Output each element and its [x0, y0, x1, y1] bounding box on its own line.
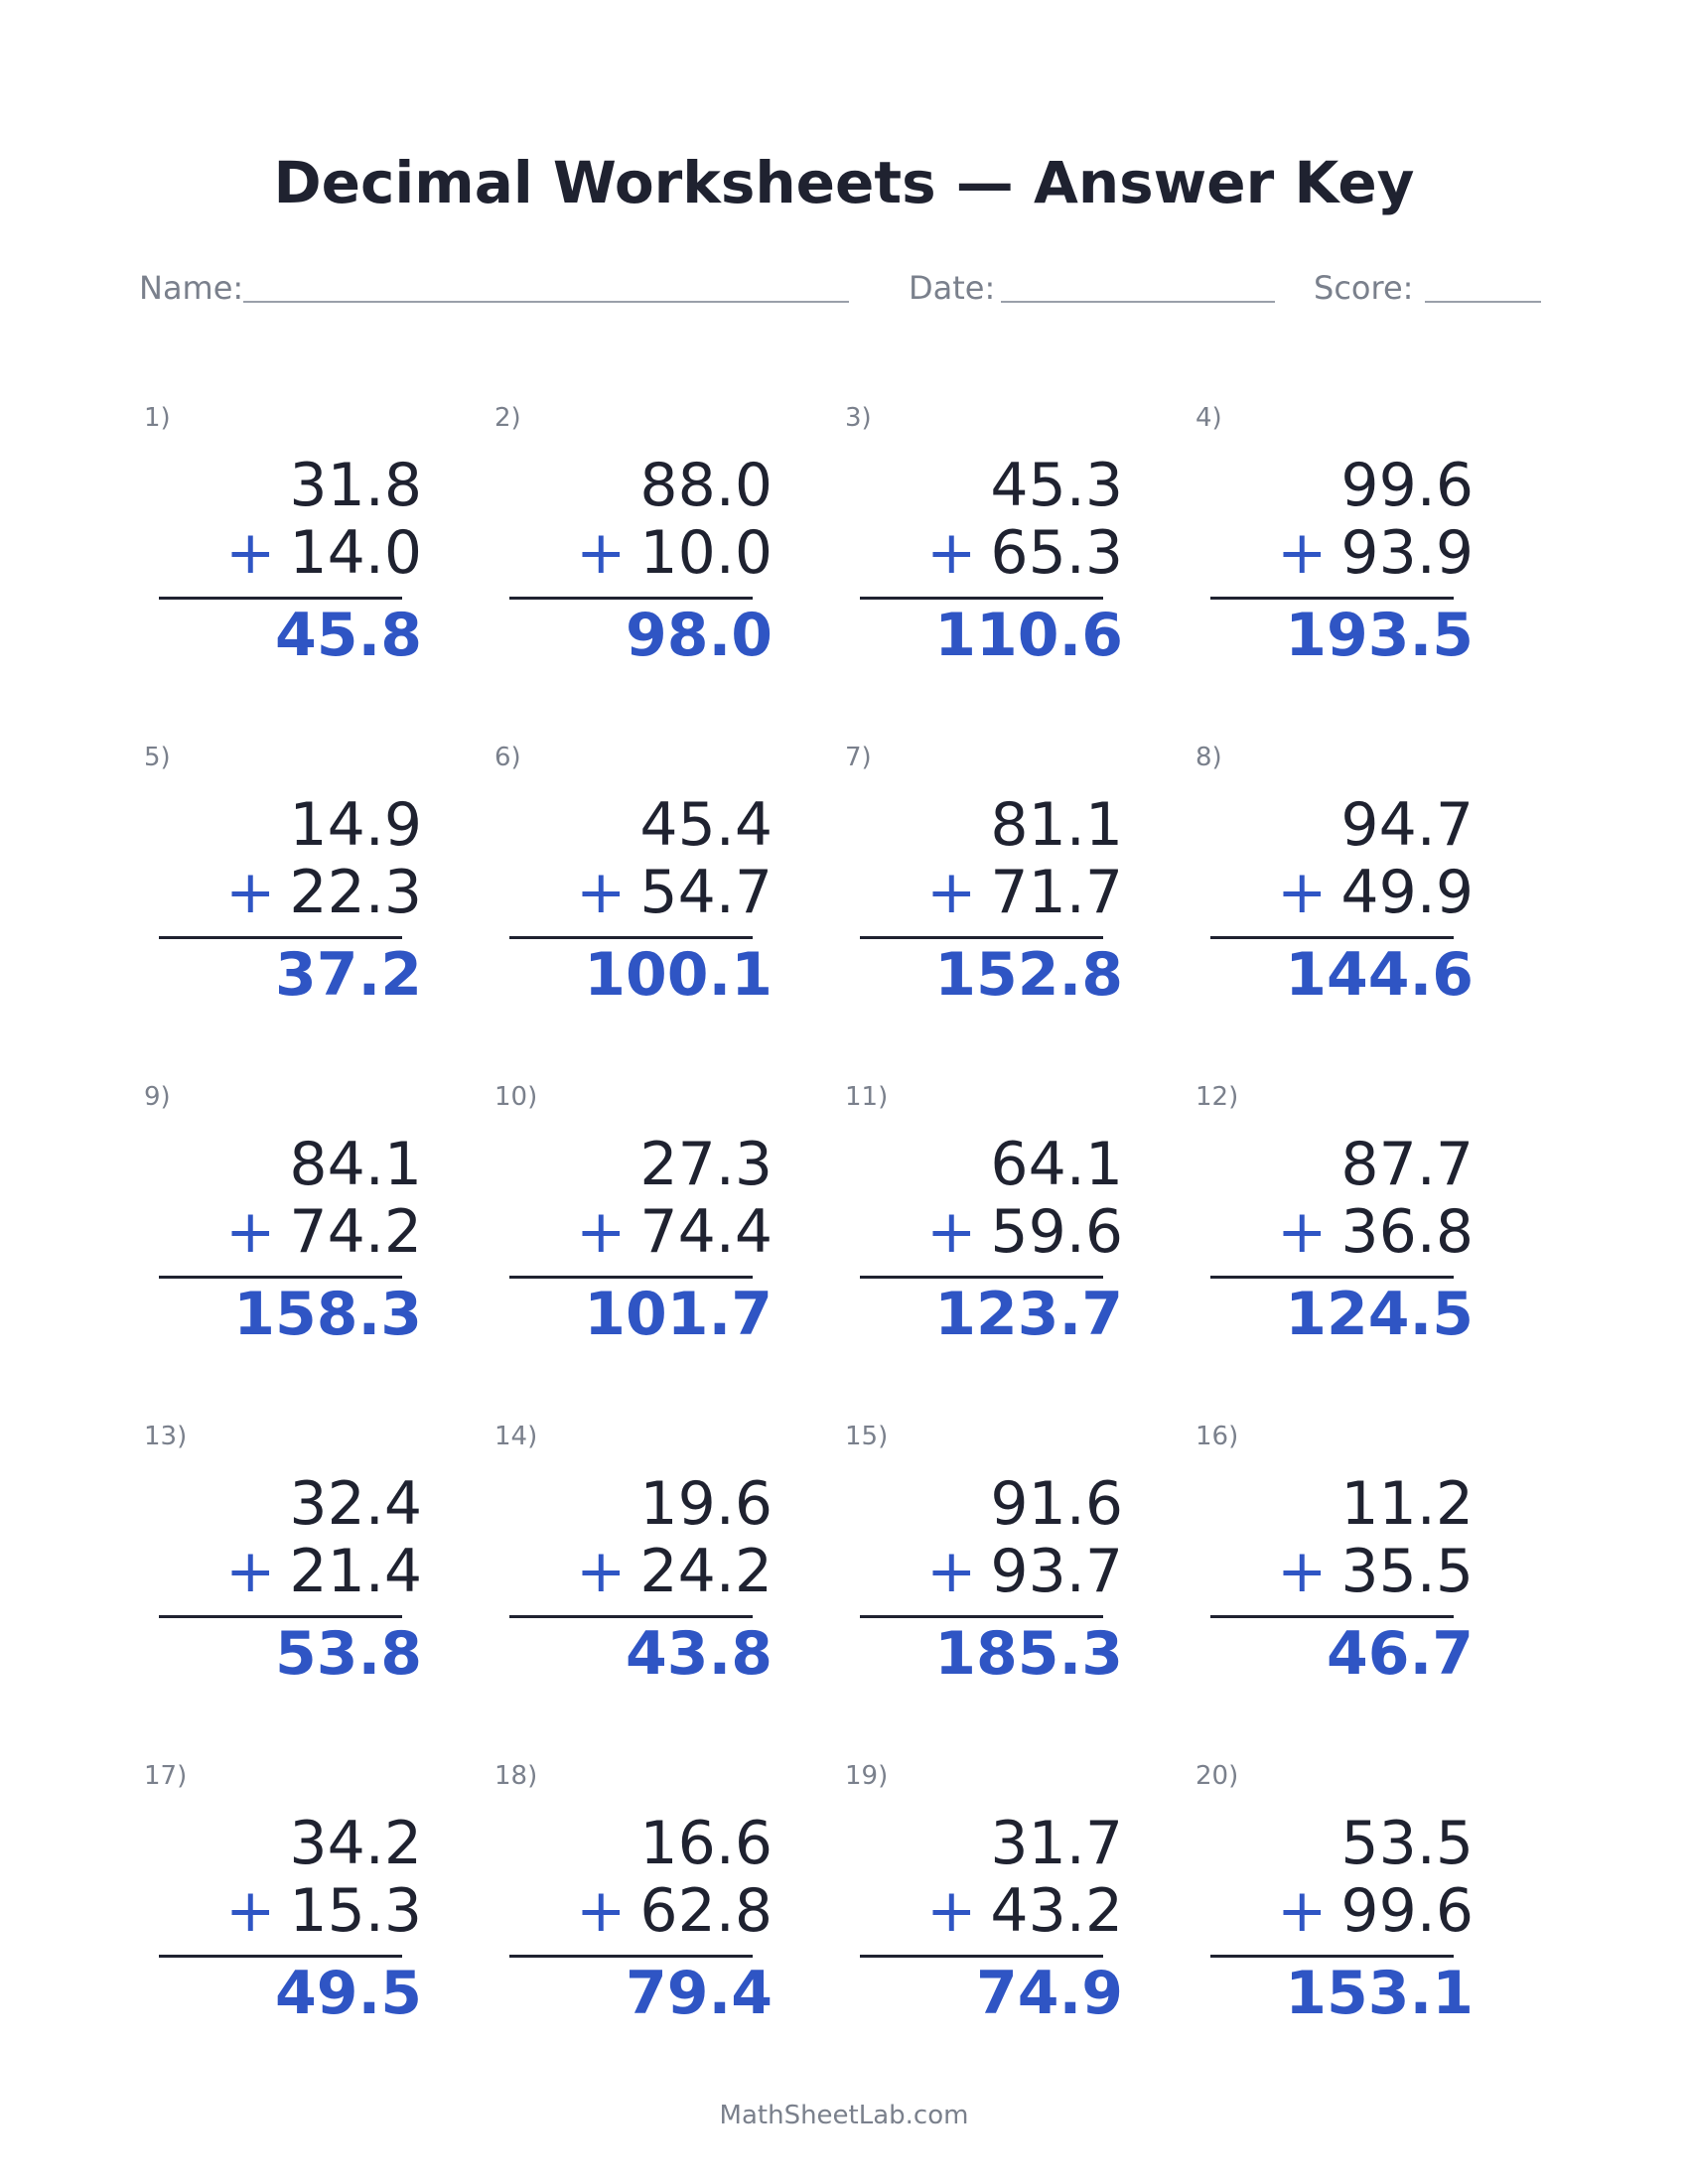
- addend-bottom: 65.3: [990, 518, 1123, 588]
- addend-bottom: 93.9: [1340, 518, 1474, 588]
- addend-top: 16.6: [639, 1809, 773, 1878]
- plus-sign: +: [1277, 858, 1328, 927]
- plus-sign: +: [225, 1537, 276, 1606]
- sum-line: [509, 597, 753, 600]
- sum-line: [159, 1276, 402, 1279]
- answer: 37.2: [274, 940, 422, 1010]
- plus-sign: +: [1277, 1197, 1328, 1267]
- addend-bottom-row: [576, 1538, 773, 1605]
- sum-line: [860, 597, 1103, 600]
- answer: 43.8: [625, 1619, 773, 1689]
- addend-top: 11.2: [1340, 1469, 1474, 1539]
- addend-top: 32.4: [289, 1469, 422, 1539]
- addend-bottom-row: [926, 859, 1123, 926]
- addend-top: 64.1: [990, 1130, 1123, 1199]
- date-line: [1001, 301, 1275, 303]
- problem-number: 20): [1196, 1761, 1239, 1791]
- problem-number: 18): [494, 1761, 538, 1791]
- addend-top: 99.6: [1340, 451, 1474, 520]
- addend-bottom: 15.3: [289, 1876, 422, 1946]
- answer: 152.8: [934, 940, 1123, 1010]
- addend-top: 31.8: [289, 451, 422, 520]
- answer: 49.5: [274, 1959, 422, 2028]
- addend-bottom-row: [576, 859, 773, 926]
- problem-20: [1196, 1760, 1493, 2058]
- problem-11: [845, 1081, 1143, 1379]
- addend-bottom: 21.4: [289, 1537, 422, 1606]
- addend-bottom: 99.6: [1340, 1876, 1474, 1946]
- problem-number: 14): [494, 1422, 538, 1451]
- problem-number: 7): [845, 743, 872, 772]
- problem-number: 1): [144, 403, 171, 433]
- problem-number: 10): [494, 1082, 538, 1112]
- sum-line: [159, 936, 402, 939]
- problem-number: 2): [494, 403, 521, 433]
- name-line: [243, 301, 849, 303]
- addend-bottom: 54.7: [639, 858, 773, 927]
- addend-bottom: 36.8: [1340, 1197, 1474, 1267]
- score-label: Score:: [1314, 269, 1414, 307]
- problem-17: [144, 1760, 442, 2058]
- addend-top: 14.9: [289, 790, 422, 860]
- addend-bottom: 59.6: [990, 1197, 1123, 1267]
- addend-bottom-row: [225, 1198, 422, 1266]
- problem-15: [845, 1421, 1143, 1718]
- addend-top: 87.7: [1340, 1130, 1474, 1199]
- addend-top: 88.0: [639, 451, 773, 520]
- plus-sign: +: [225, 1197, 276, 1267]
- problem-10: [494, 1081, 792, 1379]
- addend-bottom: 74.2: [289, 1197, 422, 1267]
- answer: 185.3: [934, 1619, 1123, 1689]
- plus-sign: +: [576, 1537, 627, 1606]
- plus-sign: +: [576, 1876, 627, 1946]
- problem-number: 3): [845, 403, 872, 433]
- addend-top: 19.6: [639, 1469, 773, 1539]
- sum-line: [159, 1955, 402, 1958]
- addend-bottom-row: [1277, 1538, 1474, 1605]
- sum-line: [509, 936, 753, 939]
- answer: 79.4: [625, 1959, 773, 2028]
- footer-site: MathSheetLab.com: [719, 2101, 969, 2130]
- problem-3: [845, 402, 1143, 700]
- addend-bottom-row: [225, 1538, 422, 1605]
- answer: 193.5: [1285, 601, 1474, 670]
- score-line: [1425, 301, 1541, 303]
- problem-number: 12): [1196, 1082, 1239, 1112]
- addend-bottom: 22.3: [289, 858, 422, 927]
- answer: 153.1: [1285, 1959, 1474, 2028]
- answer: 124.5: [1285, 1280, 1474, 1349]
- plus-sign: +: [1277, 518, 1328, 588]
- plus-sign: +: [576, 518, 627, 588]
- problem-16: [1196, 1421, 1493, 1718]
- answer: 123.7: [934, 1280, 1123, 1349]
- sum-line: [1210, 936, 1454, 939]
- answer: 46.7: [1326, 1619, 1474, 1689]
- problem-number: 8): [1196, 743, 1222, 772]
- answer: 158.3: [233, 1280, 422, 1349]
- addend-bottom-row: [1277, 1198, 1474, 1266]
- problem-8: [1196, 742, 1493, 1039]
- problem-number: 13): [144, 1422, 188, 1451]
- problem-1: [144, 402, 442, 700]
- plus-sign: +: [225, 518, 276, 588]
- addend-top: 34.2: [289, 1809, 422, 1878]
- answer: 100.1: [584, 940, 773, 1010]
- addend-bottom-row: [225, 1877, 422, 1945]
- sum-line: [1210, 1615, 1454, 1618]
- answer: 53.8: [274, 1619, 422, 1689]
- answer: 101.7: [584, 1280, 773, 1349]
- sum-line: [509, 1955, 753, 1958]
- addend-top: 53.5: [1340, 1809, 1474, 1878]
- addend-bottom: 43.2: [990, 1876, 1123, 1946]
- plus-sign: +: [926, 858, 977, 927]
- addend-top: 45.3: [990, 451, 1123, 520]
- problem-19: [845, 1760, 1143, 2058]
- problem-number: 6): [494, 743, 521, 772]
- problem-2: [494, 402, 792, 700]
- addend-bottom: 10.0: [639, 518, 773, 588]
- date-label: Date:: [909, 269, 996, 307]
- sum-line: [509, 1276, 753, 1279]
- addend-bottom: 49.9: [1340, 858, 1474, 927]
- answer: 110.6: [934, 601, 1123, 670]
- addend-bottom-row: [1277, 859, 1474, 926]
- problem-number: 9): [144, 1082, 171, 1112]
- addend-top: 81.1: [990, 790, 1123, 860]
- problem-number: 17): [144, 1761, 188, 1791]
- answer: 74.9: [975, 1959, 1123, 2028]
- plus-sign: +: [576, 1197, 627, 1267]
- problem-number: 4): [1196, 403, 1222, 433]
- addend-bottom-row: [225, 519, 422, 587]
- sum-line: [860, 936, 1103, 939]
- addend-bottom-row: [926, 1538, 1123, 1605]
- addend-bottom: 35.5: [1340, 1537, 1474, 1606]
- problem-5: [144, 742, 442, 1039]
- addend-bottom: 24.2: [639, 1537, 773, 1606]
- problem-number: 16): [1196, 1422, 1239, 1451]
- addend-bottom-row: [926, 519, 1123, 587]
- problem-13: [144, 1421, 442, 1718]
- plus-sign: +: [926, 518, 977, 588]
- addend-top: 91.6: [990, 1469, 1123, 1539]
- plus-sign: +: [926, 1876, 977, 1946]
- sum-line: [1210, 1955, 1454, 1958]
- addend-top: 31.7: [990, 1809, 1123, 1878]
- plus-sign: +: [225, 1876, 276, 1946]
- addend-bottom: 14.0: [289, 518, 422, 588]
- addend-bottom-row: [576, 1198, 773, 1266]
- addend-bottom-row: [225, 859, 422, 926]
- addend-bottom-row: [926, 1198, 1123, 1266]
- problem-9: [144, 1081, 442, 1379]
- answer: 98.0: [625, 601, 773, 670]
- plus-sign: +: [1277, 1876, 1328, 1946]
- problem-number: 11): [845, 1082, 889, 1112]
- problem-number: 5): [144, 743, 171, 772]
- sum-line: [509, 1615, 753, 1618]
- problem-14: [494, 1421, 792, 1718]
- addend-top: 45.4: [639, 790, 773, 860]
- sum-line: [159, 597, 402, 600]
- addend-bottom: 62.8: [639, 1876, 773, 1946]
- name-label: Name:: [139, 269, 244, 307]
- problem-number: 19): [845, 1761, 889, 1791]
- addend-bottom-row: [926, 1877, 1123, 1945]
- answer: 144.6: [1285, 940, 1474, 1010]
- plus-sign: +: [576, 858, 627, 927]
- addend-bottom-row: [576, 1877, 773, 1945]
- problem-18: [494, 1760, 792, 2058]
- problem-12: [1196, 1081, 1493, 1379]
- addend-bottom-row: [1277, 1877, 1474, 1945]
- plus-sign: +: [225, 858, 276, 927]
- plus-sign: +: [1277, 1537, 1328, 1606]
- sum-line: [159, 1615, 402, 1618]
- sum-line: [860, 1955, 1103, 1958]
- problem-6: [494, 742, 792, 1039]
- sum-line: [1210, 597, 1454, 600]
- addend-bottom: 74.4: [639, 1197, 773, 1267]
- addend-bottom-row: [1277, 519, 1474, 587]
- addend-bottom: 71.7: [990, 858, 1123, 927]
- addend-top: 27.3: [639, 1130, 773, 1199]
- problem-7: [845, 742, 1143, 1039]
- sum-line: [860, 1276, 1103, 1279]
- sum-line: [1210, 1276, 1454, 1279]
- sum-line: [860, 1615, 1103, 1618]
- addend-top: 84.1: [289, 1130, 422, 1199]
- plus-sign: +: [926, 1537, 977, 1606]
- answer: 45.8: [274, 601, 422, 670]
- addend-bottom-row: [576, 519, 773, 587]
- plus-sign: +: [926, 1197, 977, 1267]
- addend-top: 94.7: [1340, 790, 1474, 860]
- problem-number: 15): [845, 1422, 889, 1451]
- addend-bottom: 93.7: [990, 1537, 1123, 1606]
- page-title: Decimal Worksheets — Answer Key: [273, 149, 1415, 216]
- problem-4: [1196, 402, 1493, 700]
